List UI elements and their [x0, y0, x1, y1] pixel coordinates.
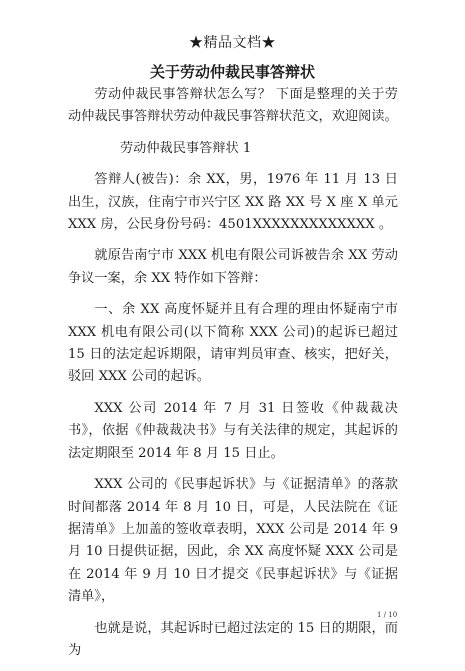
body-paragraph: 也就是说，其起诉时已超过法定的 15 日的期限，而为 — [68, 620, 398, 658]
page-number: 1 / 10 — [377, 611, 398, 619]
header-mark: ★精品文档★ — [189, 35, 276, 51]
body-paragraph: XXX 公司 2014 年 7 月 31 日签收《仲裁裁决书》，依据《仲裁裁决书》与有关法律的规定，其起诉的法定期限至 2014 年 8 月 15 日止。 — [68, 400, 398, 461]
section-subtitle: 劳动仲裁民事答辩状 1 — [120, 140, 252, 156]
body-paragraph: 一、余 XX 高度怀疑并且有合理的理由怀疑南宁市 XXX 机电有限公司(以下简称 XXX 公司)的起诉已超过 15 日的法定起诉期限，请审判员审查、核实，把好关，驳回 XXX 公司的起诉。 — [68, 302, 398, 385]
body-paragraph: 就原告南宁市 XXX 机电有限公司诉被告余 XX 劳动争议一案，余 XX 特作如下答辩： — [68, 248, 398, 286]
body-paragraph: 答辩人(被告)：余 XX，男，1976 年 11 月 13 日出生，汉族，住南宁市兴宁区 XX 路 XX 号 X 座 X 单元 XXX 房，公民身份号码：4501XXXXXXXXXXXXX 。 — [68, 172, 398, 233]
document-title: 关于劳动仲裁民事答辩状 — [149, 63, 315, 81]
intro-paragraph: 劳动仲裁民事答辩状怎么写？ 下面是整理的关于劳动仲裁民事答辩状劳动仲裁民事答辩状范文，欢迎阅读。 — [68, 87, 398, 125]
body-paragraph: XXX 公司的《民事起诉状》与《证据清单》的落款时间都落 2014 年 8 月 10 日，可是，人民法院在《证据清单》上加盖的签收章表明，XXX 公司是 2014 年 9 月 10 日提供证据，因此，余 XX 高度怀疑 XXX 公司是在 2014 年 9 月 10 日才提交《民事起诉状》与《证据清单》， — [68, 477, 398, 605]
document-body — [68, 84, 398, 671]
